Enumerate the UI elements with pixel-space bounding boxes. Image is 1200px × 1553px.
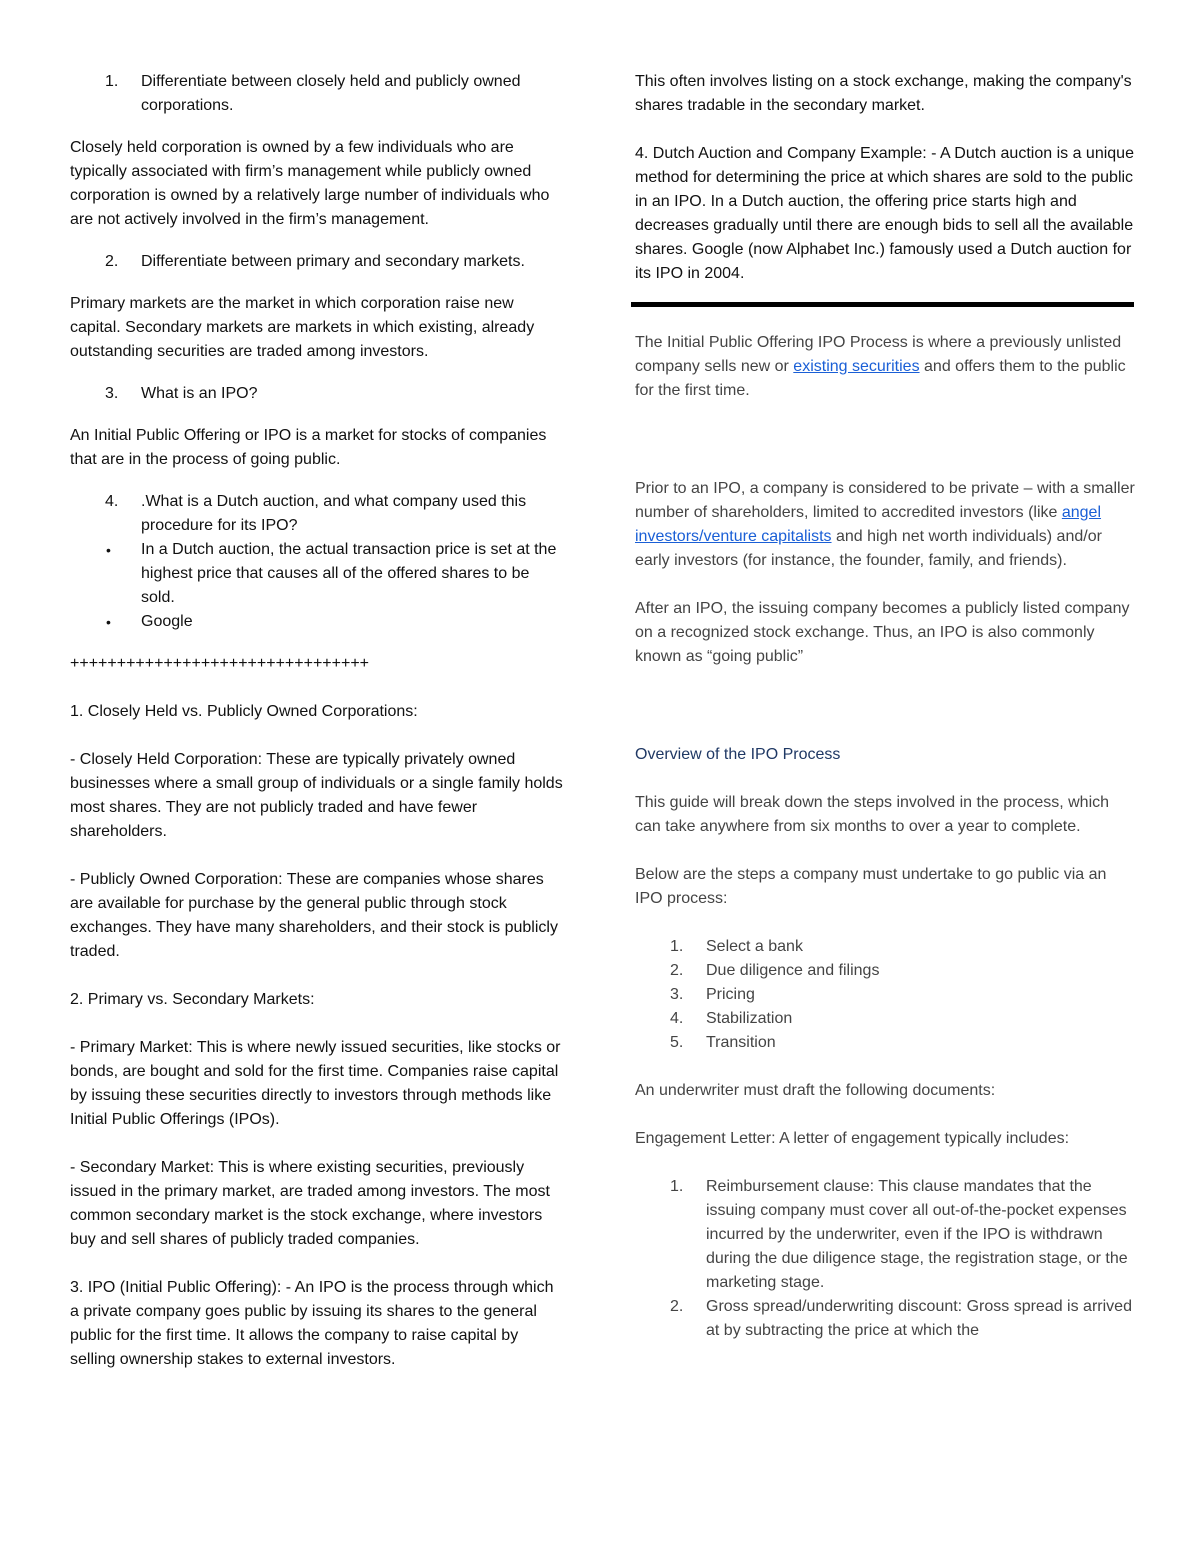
answer-1: Closely held corporation is owned by a few individuals who are typically associated with firm’s management while publicly owned corporation is owned by a relatively large number of individuals who are not actively involved in the firm’s management. — [70, 139, 550, 228]
section-heading-1: 1. Closely Held vs. Publicly Owned Corporations: — [70, 703, 418, 720]
question-4 — [70, 490, 565, 538]
ipo-process-paragraph: The Initial Public Offering IPO Process is where a previously unlisted company sells new or existing securities and offers them to the public for the first time. — [635, 334, 1126, 399]
question-text: What is an IPO? — [141, 385, 258, 402]
horizontal-rule — [631, 302, 1134, 307]
bullet-icon: • — [106, 542, 111, 558]
question-2 — [70, 250, 565, 274]
question-text: Differentiate between closely held and publicly owned corporations. — [141, 73, 521, 114]
angel-investors-link[interactable]: angel investors/venture capitalists — [635, 504, 1102, 545]
section-heading-2: 2. Primary vs. Secondary Markets: — [70, 991, 315, 1008]
question-number: 2. — [105, 253, 119, 270]
question-text: .What is a Dutch auction, and what company used this procedure for its IPO? — [141, 493, 527, 534]
bullet-text: In a Dutch auction, the actual transaction price is set at the highest price that causes all of the offered shares to be sold. — [141, 541, 557, 606]
list-item: 2. Due diligence and filings — [670, 962, 880, 979]
existing-securities-link[interactable]: existing securities — [793, 358, 920, 375]
ipo-steps-list — [635, 935, 1135, 1055]
underwriter-paragraph: An underwriter must draft the following documents: — [635, 1082, 996, 1099]
left-column — [70, 70, 565, 1372]
question-number: 3. — [105, 385, 119, 402]
question-number: 1. — [105, 73, 119, 90]
list-item: 3. Pricing — [670, 986, 755, 1003]
question-1 — [70, 70, 565, 118]
engagement-paragraph: Engagement Letter: A letter of engagement typically includes: — [635, 1130, 1070, 1147]
separator-line: ++++++++++++++++++++++++++++++++ — [70, 655, 369, 672]
right-column — [635, 70, 1135, 1343]
dutch-auction-paragraph: 4. Dutch Auction and Company Example: - A Dutch auction is a unique method for determining the price at which shares are sold to the public in an IPO. In a Dutch auction, the offering price starts high and decreases gradually until there are enough bids to sell all the available shares. Google (now Alphabet Inc.) famously used a Dutch auction for its IPO in 2004. — [635, 145, 1134, 282]
list-item: 1. Reimbursement clause: This clause mandates that the issuing company must cover all out-of-the-pocket expenses incurred by the underwriter, even if the IPO is withdrawn during the due diligence stage, the registration stage, or the marketing stage. — [670, 1178, 1128, 1291]
steps-intro-paragraph: Below are the steps a company must undertake to go public via an IPO process: — [635, 866, 1107, 907]
bullet-text: Google — [141, 613, 193, 630]
list-item: 5. Transition — [670, 1034, 776, 1051]
publicly-owned-paragraph: - Publicly Owned Corporation: These are companies whose shares are available for purchase by the general public through stock exchanges. They have many shareholders, and their stock is publicly traded. — [70, 871, 558, 960]
after-ipo-paragraph: After an IPO, the issuing company becomes a publicly listed company on a recognized stock exchange. Thus, an IPO is also commonly known as “going public” — [635, 600, 1130, 665]
answer-2: Primary markets are the market in which corporation raise new capital. Secondary markets are markets in which existing, already outstanding securities are traded among investors. — [70, 295, 535, 360]
bullet-item — [70, 610, 565, 634]
stock-exchange-paragraph: This often involves listing on a stock exchange, making the company's shares tradable in the secondary market. — [635, 73, 1132, 114]
prior-to-ipo-paragraph: Prior to an IPO, a company is considered to be private – with a smaller number of shareholders, limited to accredited investors (like angel investors/venture capitalists and high net worth individuals) and/or early investors (for instance, the founder, family, and friends). — [635, 480, 1135, 569]
bullet-icon: • — [106, 614, 111, 630]
question-text: Differentiate between primary and secondary markets. — [141, 253, 525, 270]
question-number: 4. — [105, 493, 119, 510]
guide-paragraph: This guide will break down the steps involved in the process, which can take anywhere from six months to over a year to complete. — [635, 794, 1110, 835]
list-item: 2. Gross spread/underwriting discount: Gross spread is arrived at by subtracting the price at which the — [670, 1298, 1132, 1339]
clauses-list — [635, 1175, 1135, 1343]
answer-3: An Initial Public Offering or IPO is a market for stocks of companies that are in the process of going public. — [70, 427, 547, 468]
closely-held-paragraph: - Closely Held Corporation: These are typically privately owned businesses where a small group of individuals or a single family holds most shares. They are not publicly traded and have fewer shareholders. — [70, 751, 563, 840]
bullet-item — [70, 538, 565, 610]
overview-heading: Overview of the IPO Process — [635, 746, 841, 763]
list-item: 4. Stabilization — [670, 1010, 793, 1027]
secondary-market-paragraph: - Secondary Market: This is where existing securities, previously issued in the primary market, are traded among investors. The most common secondary market is the stock exchange, where investors buy and sell shares of publicly traded companies. — [70, 1159, 550, 1248]
question-3 — [70, 382, 565, 406]
ipo-paragraph: 3. IPO (Initial Public Offering): - An IPO is the process through which a private company goes public by issuing its shares to the general public for the first time. It allows the company to raise capital by selling ownership stakes to external investors. — [70, 1279, 554, 1368]
primary-market-paragraph: - Primary Market: This is where newly issued securities, like stocks or bonds, are bought and sold for the first time. Companies raise capital by issuing these securities directly to investors through methods like Initial Public Offerings (IPOs). — [70, 1039, 561, 1128]
list-item: 1. Select a bank — [670, 938, 803, 955]
